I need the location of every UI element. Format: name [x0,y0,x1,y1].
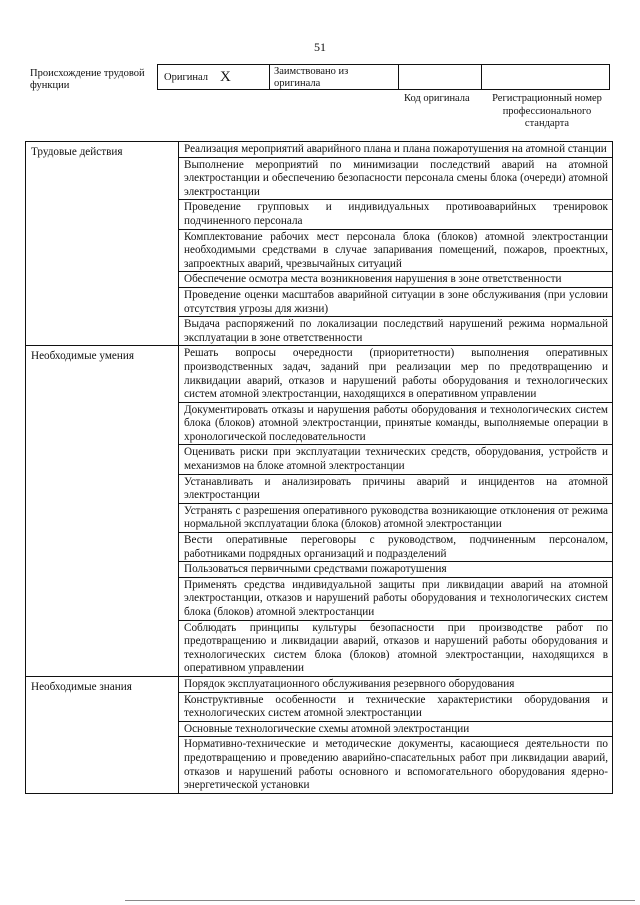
code-caption: Код оригинала [404,93,470,104]
section-item: Оценивать риски при эксплуатации технических средств, оборудования, устройств и механизмов на блоке атомной электростанции [179,445,613,474]
table-row [26,142,613,158]
section-item: Обеспечение осмотра места возникновения нарушения в зоне ответственности [179,272,613,288]
section-item: Вести оперативные переговоры с руководством, подчиненным персоналом, работниками подрядных организаций и подразделений [179,533,613,562]
table-row [26,346,613,402]
borrowed-cell: Заимствовано из оригинала [269,64,399,90]
reg-number-cell [481,64,610,90]
function-table [25,141,613,794]
origin-table [157,64,610,90]
original-cell [157,64,270,90]
section-item: Проведение групповых и индивидуальных противоаварийных тренировок подчиненного персонала [179,200,613,229]
section-item: Соблюдать принципы культуры безопасности при производстве работ по предотвращению и ликвидации аварий, отказов и нарушений работы оборудования и технологических систем блока (блоков) атомной электростанции, находящихся в оперативном управлении [179,620,613,676]
section-item: Проведение оценки масштабов аварийной ситуации в зоне обслуживания (при условии отсутствия угрозы для жизни) [179,287,613,316]
reg-caption: Регистрационный номер профессионального стандарта [492,93,602,129]
code-cell [398,64,482,90]
section-item: Порядок эксплуатационного обслуживания резервного оборудования [179,676,613,692]
section-item: Реализация мероприятий аварийного плана и плана пожаротушения на атомной станции [179,142,613,158]
section-label: Необходимые знания [26,676,179,793]
section-item: Применять средства индивидуальной защиты при ликвидации аварий на атомной электростанции, отказов и нарушений работы оборудования и технологических систем блока (блоков) атомной электростанции [179,577,613,620]
section-item: Устанавливать и анализировать причины аварий и инцидентов на атомной электростанции [179,474,613,503]
page-number: 51 [314,40,326,54]
section-item: Комплектование рабочих мест персонала блока (блоков) атомной электростанции необходимыми средствами в случае запаривания помещений, пожаров, проектных, запроектных аварий, чрезвычайных ситуаций [179,229,613,272]
section-item: Основные технологические схемы атомной электростанции [179,721,613,737]
section-item: Устранять с разрешения оперативного руководства возникающие отклонения от режима нормальной эксплуатации блока (блоков) атомной электростанции [179,503,613,532]
original-mark: X [220,69,231,85]
bottom-divider [125,900,635,901]
table-row [26,676,613,692]
original-label: Оригинал [164,72,208,83]
section-label: Необходимые умения [26,346,179,677]
section-item: Пользоваться первичными средствами пожаротушения [179,562,613,578]
origin-label: Происхождение трудовой функции [30,68,145,91]
section-item: Конструктивные особенности и технические характеристики оборудования и технологических систем атомной электростанции [179,692,613,721]
section-item: Выполнение мероприятий по минимизации последствий аварий на атомной электростанции и обеспечению безопасности персонала смены блока (очереди) атомной электростанции [179,157,613,200]
section-item: Нормативно-технические и методические документы, касающиеся деятельности по предотвращению и проведению аварийно-спасательных работ при ликвидации аварий, отказов и нарушений работы основного и вспомогательного оборудования ядерно-энергетической установки [179,737,613,793]
section-item: Документировать отказы и нарушения работы оборудования и технологических систем блока (блоков) атомной электростанции, принятые команды, выполняемые операции в хронологической последовательности [179,402,613,445]
section-label: Трудовые действия [26,142,179,346]
section-item: Выдача распоряжений по локализации последствий нарушений режима нормальной эксплуатации в зоне ответственности [179,317,613,346]
section-item: Решать вопросы очередности (приоритетности) выполнения оперативных производственных задач, заданий при реализации мер по предотвращению и ликвидации аварий, отказов и нарушений работы оборудования и технологических систем атомной электростанции, находящихся в оперативном управлении [179,346,613,402]
